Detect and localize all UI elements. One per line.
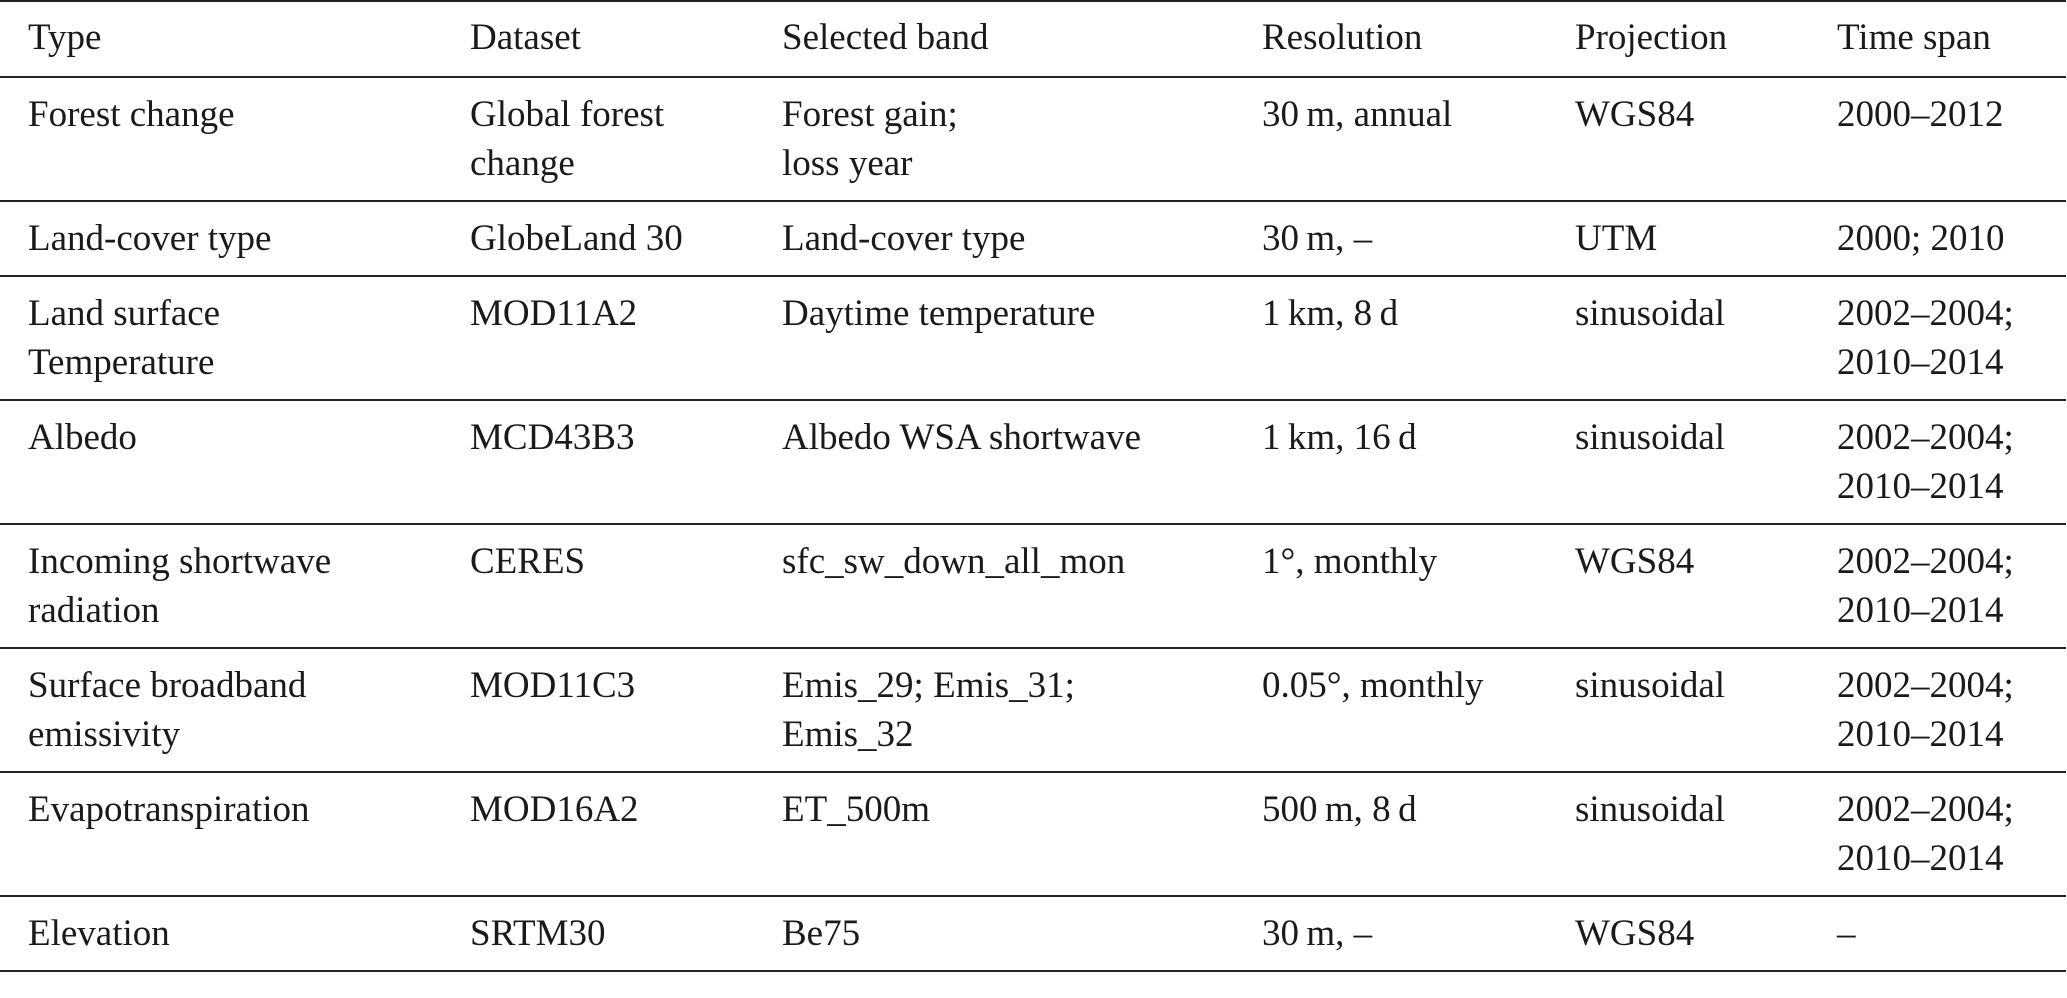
cell-time-span-line: 2010–2014 [1837, 590, 2004, 631]
cell-resolution [1262, 276, 1575, 400]
cell-time-span-line: 2002–2004; [1837, 293, 2014, 334]
table-row [0, 524, 2066, 648]
cell-resolution [1262, 77, 1575, 201]
header-row [0, 1, 2066, 77]
cell-projection-line: sinusoidal [1575, 789, 1726, 830]
cell-time-span-line: 2010–2014 [1837, 838, 2004, 879]
cell-projection-line: WGS84 [1575, 913, 1695, 954]
cell-dataset [470, 772, 782, 896]
cell-resolution-line: 30 m, annual [1262, 94, 1453, 135]
cell-type-line: Evapotranspiration [28, 789, 310, 830]
cell-dataset [470, 648, 782, 772]
cell-time-span [1837, 276, 2066, 400]
cell-type [0, 648, 470, 772]
cell-dataset-line: MOD16A2 [470, 789, 639, 830]
cell-time-span-line: 2000; 2010 [1837, 218, 2005, 259]
cell-type [0, 400, 470, 524]
cell-projection [1575, 276, 1837, 400]
table-row [0, 772, 2066, 896]
cell-resolution-line: 30 m, – [1262, 218, 1373, 259]
cell-dataset-line: MOD11C3 [470, 665, 636, 706]
cell-selected-band [782, 772, 1262, 896]
cell-time-span [1837, 400, 2066, 524]
header-time-span: Time span [1837, 1, 2066, 77]
table-row [0, 201, 2066, 276]
cell-time-span [1837, 648, 2066, 772]
cell-dataset-line: CERES [470, 541, 586, 582]
cell-time-span-line: 2002–2004; [1837, 789, 2014, 830]
cell-resolution [1262, 400, 1575, 524]
cell-dataset-line: SRTM30 [470, 913, 606, 954]
cell-selected-band [782, 77, 1262, 201]
cell-dataset [470, 77, 782, 201]
table-row [0, 896, 2066, 971]
cell-time-span-line: 2010–2014 [1837, 714, 2004, 755]
cell-selected-band [782, 524, 1262, 648]
cell-type-line: Elevation [28, 913, 170, 954]
header-dataset: Dataset [470, 1, 782, 77]
cell-type [0, 896, 470, 971]
header-selected-band: Selected band [782, 1, 1262, 77]
cell-selected-band-line: sfc_sw_down_all_mon [782, 541, 1126, 582]
table-body [0, 77, 2066, 971]
cell-time-span [1837, 896, 2066, 971]
cell-type-line: Surface broadband [28, 665, 307, 706]
cell-dataset [470, 524, 782, 648]
cell-type [0, 201, 470, 276]
cell-type-line: emissivity [28, 714, 181, 755]
cell-resolution [1262, 772, 1575, 896]
cell-selected-band-line: Land-cover type [782, 218, 1026, 259]
cell-type-line: Incoming shortwave [28, 541, 332, 582]
cell-dataset-line: MOD11A2 [470, 293, 638, 334]
table-row [0, 400, 2066, 524]
cell-dataset [470, 896, 782, 971]
cell-dataset-line: Global forest [470, 94, 665, 135]
cell-selected-band-line: Daytime temperature [782, 293, 1096, 334]
header-type: Type [0, 1, 470, 77]
cell-resolution [1262, 201, 1575, 276]
cell-type [0, 524, 470, 648]
cell-time-span-line: 2002–2004; [1837, 417, 2014, 458]
header-resolution: Resolution [1262, 1, 1575, 77]
cell-type-line: radiation [28, 590, 160, 631]
cell-selected-band-line: Albedo WSA shortwave [782, 417, 1141, 458]
cell-time-span-line: 2002–2004; [1837, 665, 2014, 706]
cell-projection-line: WGS84 [1575, 94, 1695, 135]
cell-projection-line: sinusoidal [1575, 665, 1726, 706]
cell-type-line: Forest change [28, 94, 235, 135]
cell-time-span-line: 2010–2014 [1837, 466, 2004, 507]
cell-resolution-line: 0.05°, monthly [1262, 665, 1484, 706]
cell-selected-band-line: Be75 [782, 913, 861, 954]
cell-selected-band-line: loss year [782, 143, 913, 184]
cell-resolution-line: 500 m, 8 d [1262, 789, 1417, 830]
cell-time-span [1837, 77, 2066, 201]
cell-dataset-line: GlobeLand 30 [470, 218, 683, 259]
cell-projection-line: sinusoidal [1575, 417, 1726, 458]
cell-type-line: Temperature [28, 342, 215, 383]
cell-selected-band [782, 201, 1262, 276]
cell-projection [1575, 524, 1837, 648]
cell-time-span [1837, 201, 2066, 276]
cell-dataset [470, 276, 782, 400]
cell-resolution-line: 1 km, 16 d [1262, 417, 1417, 458]
cell-projection-line: WGS84 [1575, 541, 1695, 582]
cell-resolution-line: 1 km, 8 d [1262, 293, 1399, 334]
cell-projection-line: sinusoidal [1575, 293, 1726, 334]
cell-selected-band [782, 896, 1262, 971]
cell-selected-band [782, 276, 1262, 400]
cell-dataset [470, 201, 782, 276]
cell-projection [1575, 772, 1837, 896]
cell-time-span-line: 2010–2014 [1837, 342, 2004, 383]
cell-projection-line: UTM [1575, 218, 1658, 259]
cell-projection [1575, 648, 1837, 772]
cell-resolution [1262, 896, 1575, 971]
cell-projection [1575, 77, 1837, 201]
header-projection: Projection [1575, 1, 1837, 77]
cell-dataset [470, 400, 782, 524]
cell-resolution-line: 1°, monthly [1262, 541, 1438, 582]
cell-time-span-line: – [1837, 913, 1856, 954]
cell-time-span-line: 2000–2012 [1837, 94, 2004, 135]
cell-selected-band-line: ET_500m [782, 789, 930, 830]
cell-time-span [1837, 524, 2066, 648]
cell-selected-band [782, 400, 1262, 524]
cell-dataset-line: MCD43B3 [470, 417, 635, 458]
cell-type [0, 77, 470, 201]
cell-resolution [1262, 648, 1575, 772]
cell-type-line: Land-cover type [28, 218, 272, 259]
cell-dataset-line: change [470, 143, 575, 184]
cell-selected-band-line: Forest gain; [782, 94, 958, 135]
cell-resolution [1262, 524, 1575, 648]
cell-projection [1575, 400, 1837, 524]
cell-selected-band-line: Emis_29; Emis_31; [782, 665, 1075, 706]
cell-projection [1575, 201, 1837, 276]
cell-type [0, 276, 470, 400]
table-row [0, 648, 2066, 772]
cell-projection [1575, 896, 1837, 971]
cell-type-line: Land surface [28, 293, 221, 334]
cell-time-span-line: 2002–2004; [1837, 541, 2014, 582]
cell-type [0, 772, 470, 896]
cell-selected-band-line: Emis_32 [782, 714, 914, 755]
table-row [0, 276, 2066, 400]
cell-time-span [1837, 772, 2066, 896]
cell-type-line: Albedo [28, 417, 137, 458]
cell-resolution-line: 30 m, – [1262, 913, 1373, 954]
cell-selected-band [782, 648, 1262, 772]
table-row [0, 77, 2066, 201]
table-header [0, 1, 2066, 77]
